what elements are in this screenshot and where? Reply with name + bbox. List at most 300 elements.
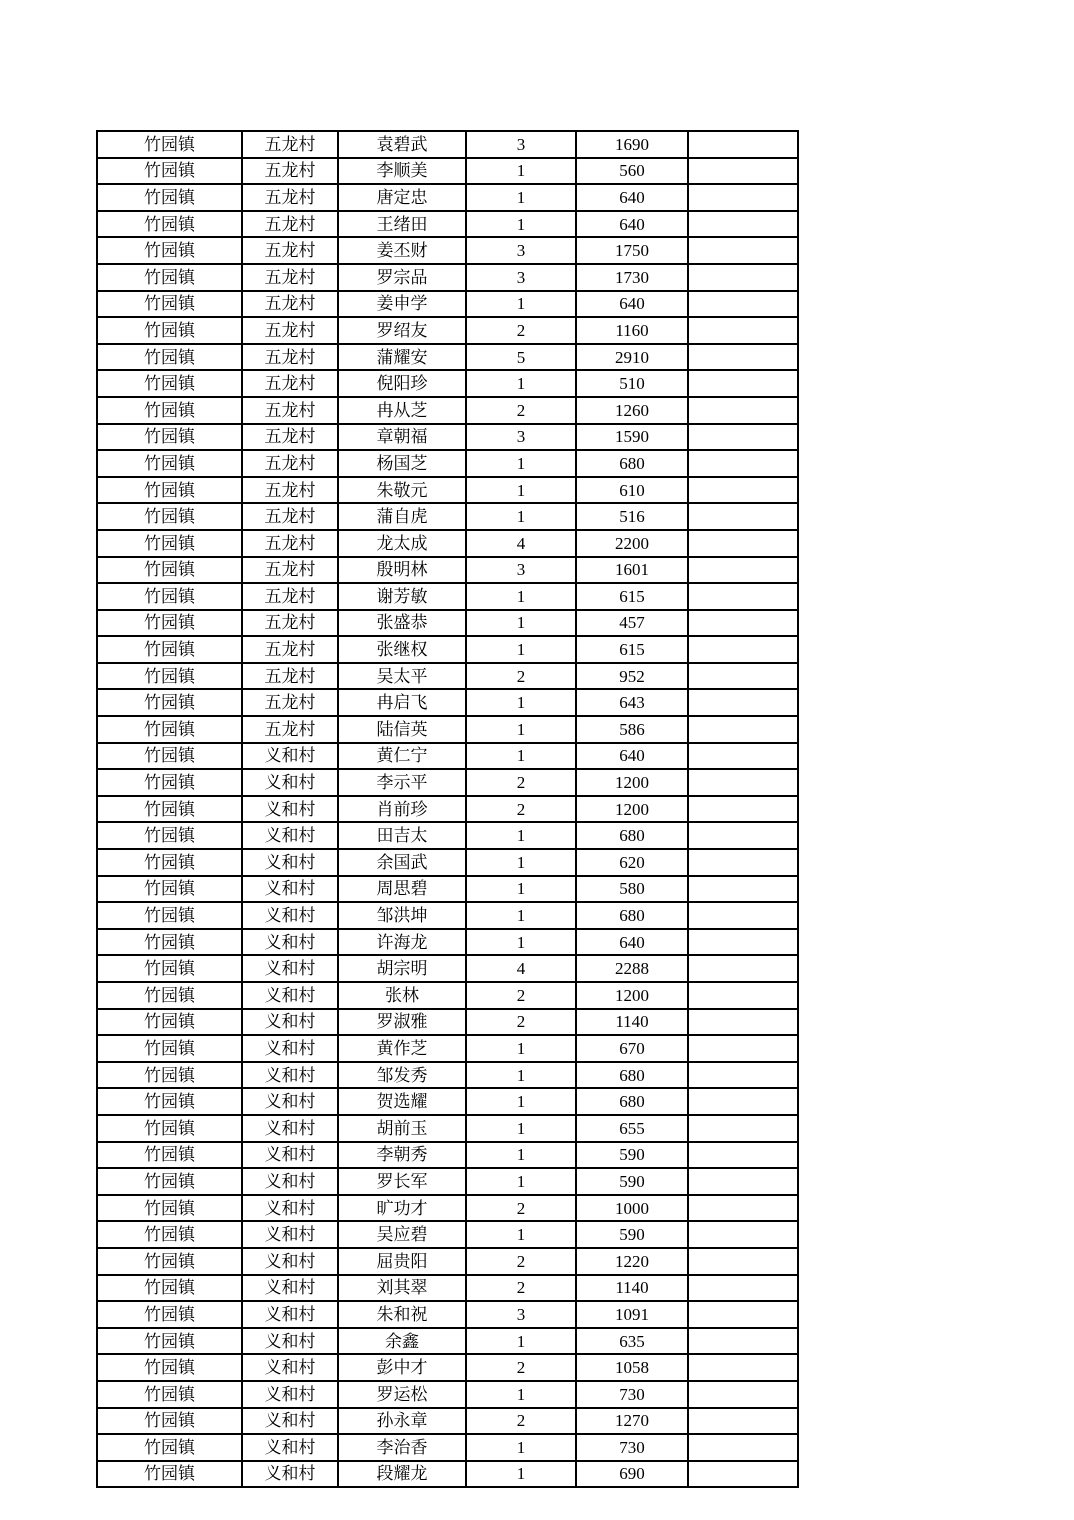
cell-count: 1 bbox=[466, 849, 576, 876]
cell-count: 1 bbox=[466, 716, 576, 743]
cell-town: 竹园镇 bbox=[97, 822, 242, 849]
cell-amount: 1200 bbox=[576, 796, 688, 823]
cell-village: 义和村 bbox=[242, 1248, 338, 1275]
cell-amount: 1690 bbox=[576, 131, 688, 158]
cell-village: 五龙村 bbox=[242, 264, 338, 291]
cell-person-name: 胡前玉 bbox=[338, 1115, 466, 1142]
cell-town: 竹园镇 bbox=[97, 317, 242, 344]
cell-count: 1 bbox=[466, 503, 576, 530]
cell-person-name: 彭中才 bbox=[338, 1354, 466, 1381]
cell-count: 1 bbox=[466, 477, 576, 504]
cell-amount: 655 bbox=[576, 1115, 688, 1142]
table-row bbox=[97, 955, 798, 982]
cell-village: 义和村 bbox=[242, 822, 338, 849]
cell-blank bbox=[688, 1354, 798, 1381]
cell-amount: 730 bbox=[576, 1434, 688, 1461]
cell-village: 五龙村 bbox=[242, 450, 338, 477]
cell-village: 五龙村 bbox=[242, 184, 338, 211]
cell-blank bbox=[688, 477, 798, 504]
cell-amount: 590 bbox=[576, 1168, 688, 1195]
cell-person-name: 杨国芝 bbox=[338, 450, 466, 477]
table-row bbox=[97, 1301, 798, 1328]
table-row bbox=[97, 1088, 798, 1115]
cell-town: 竹园镇 bbox=[97, 1275, 242, 1302]
cell-amount: 586 bbox=[576, 716, 688, 743]
cell-person-name: 王绪田 bbox=[338, 211, 466, 238]
cell-count: 1 bbox=[466, 689, 576, 716]
cell-village: 义和村 bbox=[242, 1168, 338, 1195]
cell-count: 1 bbox=[466, 158, 576, 185]
cell-blank bbox=[688, 1115, 798, 1142]
cell-village: 五龙村 bbox=[242, 477, 338, 504]
table-row bbox=[97, 1354, 798, 1381]
table-row bbox=[97, 1381, 798, 1408]
cell-village: 义和村 bbox=[242, 982, 338, 1009]
cell-blank bbox=[688, 929, 798, 956]
table-row bbox=[97, 1009, 798, 1036]
cell-count: 2 bbox=[466, 397, 576, 424]
cell-town: 竹园镇 bbox=[97, 397, 242, 424]
cell-village: 五龙村 bbox=[242, 397, 338, 424]
table-row bbox=[97, 769, 798, 796]
cell-town: 竹园镇 bbox=[97, 450, 242, 477]
cell-blank bbox=[688, 1381, 798, 1408]
cell-amount: 560 bbox=[576, 158, 688, 185]
cell-blank bbox=[688, 424, 798, 451]
cell-count: 2 bbox=[466, 663, 576, 690]
cell-count: 1 bbox=[466, 1142, 576, 1169]
cell-blank bbox=[688, 1461, 798, 1488]
cell-town: 竹园镇 bbox=[97, 663, 242, 690]
cell-town: 竹园镇 bbox=[97, 557, 242, 584]
cell-amount: 680 bbox=[576, 822, 688, 849]
cell-blank bbox=[688, 344, 798, 371]
cell-amount: 640 bbox=[576, 211, 688, 238]
cell-blank bbox=[688, 317, 798, 344]
cell-count: 1 bbox=[466, 583, 576, 610]
cell-count: 3 bbox=[466, 424, 576, 451]
cell-count: 1 bbox=[466, 636, 576, 663]
cell-village: 五龙村 bbox=[242, 158, 338, 185]
cell-village: 义和村 bbox=[242, 769, 338, 796]
cell-amount: 1220 bbox=[576, 1248, 688, 1275]
cell-blank bbox=[688, 1168, 798, 1195]
cell-village: 义和村 bbox=[242, 1275, 338, 1302]
cell-person-name: 冉从芝 bbox=[338, 397, 466, 424]
cell-person-name: 吴太平 bbox=[338, 663, 466, 690]
table-row bbox=[97, 344, 798, 371]
cell-village: 义和村 bbox=[242, 876, 338, 903]
cell-person-name: 孙永章 bbox=[338, 1408, 466, 1435]
cell-person-name: 蒲自虎 bbox=[338, 503, 466, 530]
cell-town: 竹园镇 bbox=[97, 583, 242, 610]
cell-person-name: 姜丕财 bbox=[338, 237, 466, 264]
cell-blank bbox=[688, 583, 798, 610]
cell-blank bbox=[688, 1062, 798, 1089]
cell-count: 2 bbox=[466, 1275, 576, 1302]
cell-town: 竹园镇 bbox=[97, 1408, 242, 1435]
cell-amount: 590 bbox=[576, 1221, 688, 1248]
cell-blank bbox=[688, 184, 798, 211]
cell-blank bbox=[688, 769, 798, 796]
cell-amount: 610 bbox=[576, 477, 688, 504]
cell-blank bbox=[688, 902, 798, 929]
cell-amount: 1601 bbox=[576, 557, 688, 584]
cell-amount: 615 bbox=[576, 583, 688, 610]
cell-amount: 1000 bbox=[576, 1195, 688, 1222]
cell-count: 3 bbox=[466, 264, 576, 291]
cell-count: 2 bbox=[466, 1354, 576, 1381]
cell-person-name: 邹洪坤 bbox=[338, 902, 466, 929]
cell-village: 五龙村 bbox=[242, 557, 338, 584]
cell-amount: 730 bbox=[576, 1381, 688, 1408]
cell-town: 竹园镇 bbox=[97, 743, 242, 770]
cell-amount: 1200 bbox=[576, 982, 688, 1009]
cell-village: 五龙村 bbox=[242, 503, 338, 530]
cell-count: 1 bbox=[466, 610, 576, 637]
cell-person-name: 邹发秀 bbox=[338, 1062, 466, 1089]
cell-count: 2 bbox=[466, 796, 576, 823]
cell-count: 1 bbox=[466, 184, 576, 211]
cell-village: 义和村 bbox=[242, 1461, 338, 1488]
cell-count: 1 bbox=[466, 902, 576, 929]
cell-count: 5 bbox=[466, 344, 576, 371]
cell-amount: 670 bbox=[576, 1035, 688, 1062]
cell-town: 竹园镇 bbox=[97, 929, 242, 956]
cell-count: 1 bbox=[466, 211, 576, 238]
cell-town: 竹园镇 bbox=[97, 1328, 242, 1355]
cell-village: 义和村 bbox=[242, 902, 338, 929]
cell-person-name: 李朝秀 bbox=[338, 1142, 466, 1169]
cell-person-name: 吴应碧 bbox=[338, 1221, 466, 1248]
cell-person-name: 袁碧武 bbox=[338, 131, 466, 158]
cell-amount: 2910 bbox=[576, 344, 688, 371]
cell-blank bbox=[688, 1088, 798, 1115]
cell-amount: 1140 bbox=[576, 1275, 688, 1302]
cell-town: 竹园镇 bbox=[97, 1301, 242, 1328]
cell-village: 义和村 bbox=[242, 796, 338, 823]
cell-count: 3 bbox=[466, 131, 576, 158]
cell-village: 五龙村 bbox=[242, 663, 338, 690]
cell-count: 2 bbox=[466, 1408, 576, 1435]
cell-amount: 680 bbox=[576, 902, 688, 929]
cell-amount: 680 bbox=[576, 1062, 688, 1089]
cell-count: 2 bbox=[466, 1248, 576, 1275]
table-row bbox=[97, 184, 798, 211]
table-row bbox=[97, 291, 798, 318]
cell-amount: 680 bbox=[576, 1088, 688, 1115]
cell-amount: 640 bbox=[576, 291, 688, 318]
table-row bbox=[97, 610, 798, 637]
cell-count: 3 bbox=[466, 557, 576, 584]
cell-village: 五龙村 bbox=[242, 211, 338, 238]
cell-blank bbox=[688, 1195, 798, 1222]
cell-person-name: 肖前珍 bbox=[338, 796, 466, 823]
cell-person-name: 罗绍友 bbox=[338, 317, 466, 344]
cell-town: 竹园镇 bbox=[97, 902, 242, 929]
cell-count: 1 bbox=[466, 1168, 576, 1195]
table-row bbox=[97, 583, 798, 610]
cell-person-name: 朱敬元 bbox=[338, 477, 466, 504]
table-row bbox=[97, 849, 798, 876]
cell-person-name: 倪阳珍 bbox=[338, 370, 466, 397]
cell-blank bbox=[688, 636, 798, 663]
cell-town: 竹园镇 bbox=[97, 1168, 242, 1195]
table-row bbox=[97, 317, 798, 344]
cell-village: 五龙村 bbox=[242, 610, 338, 637]
cell-amount: 590 bbox=[576, 1142, 688, 1169]
cell-amount: 516 bbox=[576, 503, 688, 530]
cell-person-name: 张林 bbox=[338, 982, 466, 1009]
cell-person-name: 屈贵阳 bbox=[338, 1248, 466, 1275]
cell-village: 义和村 bbox=[242, 1035, 338, 1062]
cell-amount: 1058 bbox=[576, 1354, 688, 1381]
table-row bbox=[97, 1168, 798, 1195]
cell-amount: 640 bbox=[576, 743, 688, 770]
table-row bbox=[97, 902, 798, 929]
cell-town: 竹园镇 bbox=[97, 237, 242, 264]
cell-person-name: 段耀龙 bbox=[338, 1461, 466, 1488]
cell-count: 1 bbox=[466, 1434, 576, 1461]
cell-person-name: 刘其翠 bbox=[338, 1275, 466, 1302]
cell-village: 五龙村 bbox=[242, 131, 338, 158]
cell-town: 竹园镇 bbox=[97, 264, 242, 291]
cell-blank bbox=[688, 131, 798, 158]
cell-blank bbox=[688, 822, 798, 849]
cell-count: 2 bbox=[466, 1009, 576, 1036]
table-row bbox=[97, 131, 798, 158]
cell-amount: 1590 bbox=[576, 424, 688, 451]
table-row bbox=[97, 716, 798, 743]
table-row bbox=[97, 796, 798, 823]
cell-blank bbox=[688, 689, 798, 716]
table-row bbox=[97, 1248, 798, 1275]
cell-blank bbox=[688, 237, 798, 264]
cell-blank bbox=[688, 211, 798, 238]
cell-person-name: 罗宗品 bbox=[338, 264, 466, 291]
cell-town: 竹园镇 bbox=[97, 503, 242, 530]
cell-amount: 2200 bbox=[576, 530, 688, 557]
cell-town: 竹园镇 bbox=[97, 1434, 242, 1461]
cell-count: 1 bbox=[466, 1062, 576, 1089]
cell-town: 竹园镇 bbox=[97, 1195, 242, 1222]
table-row bbox=[97, 1221, 798, 1248]
cell-blank bbox=[688, 849, 798, 876]
cell-amount: 510 bbox=[576, 370, 688, 397]
cell-count: 1 bbox=[466, 1115, 576, 1142]
cell-village: 五龙村 bbox=[242, 530, 338, 557]
table-row bbox=[97, 1328, 798, 1355]
cell-town: 竹园镇 bbox=[97, 1461, 242, 1488]
cell-town: 竹园镇 bbox=[97, 1381, 242, 1408]
table-row bbox=[97, 1142, 798, 1169]
table-row bbox=[97, 1195, 798, 1222]
cell-village: 义和村 bbox=[242, 1434, 338, 1461]
cell-village: 五龙村 bbox=[242, 237, 338, 264]
cell-town: 竹园镇 bbox=[97, 158, 242, 185]
cell-amount: 580 bbox=[576, 876, 688, 903]
cell-village: 义和村 bbox=[242, 1195, 338, 1222]
cell-village: 五龙村 bbox=[242, 583, 338, 610]
cell-town: 竹园镇 bbox=[97, 1035, 242, 1062]
cell-person-name: 余鑫 bbox=[338, 1328, 466, 1355]
cell-town: 竹园镇 bbox=[97, 1062, 242, 1089]
cell-town: 竹园镇 bbox=[97, 424, 242, 451]
table-row bbox=[97, 1115, 798, 1142]
table-row bbox=[97, 929, 798, 956]
cell-amount: 615 bbox=[576, 636, 688, 663]
cell-person-name: 章朝福 bbox=[338, 424, 466, 451]
cell-person-name: 罗长军 bbox=[338, 1168, 466, 1195]
cell-village: 义和村 bbox=[242, 1221, 338, 1248]
cell-town: 竹园镇 bbox=[97, 796, 242, 823]
cell-amount: 457 bbox=[576, 610, 688, 637]
cell-blank bbox=[688, 1009, 798, 1036]
cell-town: 竹园镇 bbox=[97, 769, 242, 796]
cell-amount: 640 bbox=[576, 929, 688, 956]
cell-blank bbox=[688, 264, 798, 291]
cell-town: 竹园镇 bbox=[97, 716, 242, 743]
cell-person-name: 蒲耀安 bbox=[338, 344, 466, 371]
cell-blank bbox=[688, 530, 798, 557]
cell-town: 竹园镇 bbox=[97, 1354, 242, 1381]
table-row bbox=[97, 1434, 798, 1461]
cell-person-name: 殷明林 bbox=[338, 557, 466, 584]
cell-count: 2 bbox=[466, 982, 576, 1009]
cell-person-name: 周思碧 bbox=[338, 876, 466, 903]
cell-person-name: 唐定忠 bbox=[338, 184, 466, 211]
table-row bbox=[97, 1461, 798, 1488]
cell-village: 五龙村 bbox=[242, 344, 338, 371]
cell-amount: 1200 bbox=[576, 769, 688, 796]
cell-person-name: 旷功才 bbox=[338, 1195, 466, 1222]
table-row bbox=[97, 876, 798, 903]
cell-town: 竹园镇 bbox=[97, 876, 242, 903]
cell-count: 1 bbox=[466, 1035, 576, 1062]
cell-person-name: 李顺美 bbox=[338, 158, 466, 185]
cell-person-name: 姜申学 bbox=[338, 291, 466, 318]
cell-person-name: 罗淑雅 bbox=[338, 1009, 466, 1036]
cell-town: 竹园镇 bbox=[97, 477, 242, 504]
table-row bbox=[97, 370, 798, 397]
table-row bbox=[97, 211, 798, 238]
cell-count: 2 bbox=[466, 1195, 576, 1222]
cell-count: 1 bbox=[466, 1088, 576, 1115]
cell-town: 竹园镇 bbox=[97, 184, 242, 211]
table-row bbox=[97, 424, 798, 451]
cell-village: 五龙村 bbox=[242, 370, 338, 397]
cell-person-name: 黄作芝 bbox=[338, 1035, 466, 1062]
cell-village: 五龙村 bbox=[242, 689, 338, 716]
cell-blank bbox=[688, 716, 798, 743]
data-table bbox=[96, 130, 799, 1488]
cell-town: 竹园镇 bbox=[97, 1088, 242, 1115]
table-row bbox=[97, 530, 798, 557]
table-row bbox=[97, 636, 798, 663]
cell-amount: 680 bbox=[576, 450, 688, 477]
table-row bbox=[97, 237, 798, 264]
cell-town: 竹园镇 bbox=[97, 1248, 242, 1275]
table-row bbox=[97, 743, 798, 770]
cell-count: 1 bbox=[466, 291, 576, 318]
cell-blank bbox=[688, 397, 798, 424]
cell-town: 竹园镇 bbox=[97, 344, 242, 371]
cell-town: 竹园镇 bbox=[97, 982, 242, 1009]
cell-person-name: 龙太成 bbox=[338, 530, 466, 557]
cell-village: 义和村 bbox=[242, 955, 338, 982]
cell-amount: 1260 bbox=[576, 397, 688, 424]
cell-count: 1 bbox=[466, 929, 576, 956]
cell-blank bbox=[688, 158, 798, 185]
cell-count: 1 bbox=[466, 743, 576, 770]
cell-blank bbox=[688, 557, 798, 584]
table-row bbox=[97, 822, 798, 849]
cell-count: 1 bbox=[466, 370, 576, 397]
cell-amount: 1750 bbox=[576, 237, 688, 264]
cell-amount: 690 bbox=[576, 1461, 688, 1488]
cell-amount: 620 bbox=[576, 849, 688, 876]
cell-town: 竹园镇 bbox=[97, 291, 242, 318]
cell-count: 1 bbox=[466, 450, 576, 477]
table-row bbox=[97, 557, 798, 584]
cell-count: 1 bbox=[466, 822, 576, 849]
cell-person-name: 罗运松 bbox=[338, 1381, 466, 1408]
table-row bbox=[97, 689, 798, 716]
cell-village: 五龙村 bbox=[242, 424, 338, 451]
table-row bbox=[97, 264, 798, 291]
cell-blank bbox=[688, 743, 798, 770]
cell-blank bbox=[688, 982, 798, 1009]
cell-person-name: 贺选耀 bbox=[338, 1088, 466, 1115]
cell-amount: 640 bbox=[576, 184, 688, 211]
cell-village: 义和村 bbox=[242, 1088, 338, 1115]
table-row bbox=[97, 663, 798, 690]
cell-town: 竹园镇 bbox=[97, 131, 242, 158]
cell-amount: 1091 bbox=[576, 1301, 688, 1328]
cell-amount: 1270 bbox=[576, 1408, 688, 1435]
table-row bbox=[97, 503, 798, 530]
cell-blank bbox=[688, 1142, 798, 1169]
cell-village: 义和村 bbox=[242, 1115, 338, 1142]
cell-count: 1 bbox=[466, 876, 576, 903]
cell-blank bbox=[688, 1221, 798, 1248]
cell-blank bbox=[688, 503, 798, 530]
cell-village: 义和村 bbox=[242, 849, 338, 876]
table-row bbox=[97, 397, 798, 424]
cell-town: 竹园镇 bbox=[97, 636, 242, 663]
cell-blank bbox=[688, 610, 798, 637]
cell-village: 义和村 bbox=[242, 1142, 338, 1169]
cell-village: 五龙村 bbox=[242, 317, 338, 344]
cell-amount: 635 bbox=[576, 1328, 688, 1355]
cell-count: 3 bbox=[466, 1301, 576, 1328]
cell-count: 1 bbox=[466, 1328, 576, 1355]
table-body bbox=[97, 131, 798, 1487]
cell-count: 1 bbox=[466, 1381, 576, 1408]
cell-amount: 2288 bbox=[576, 955, 688, 982]
cell-person-name: 陆信英 bbox=[338, 716, 466, 743]
cell-count: 4 bbox=[466, 530, 576, 557]
cell-blank bbox=[688, 450, 798, 477]
cell-blank bbox=[688, 1328, 798, 1355]
table-row bbox=[97, 477, 798, 504]
cell-village: 义和村 bbox=[242, 1328, 338, 1355]
cell-person-name: 张盛恭 bbox=[338, 610, 466, 637]
table-row bbox=[97, 1035, 798, 1062]
cell-village: 义和村 bbox=[242, 1062, 338, 1089]
cell-village: 义和村 bbox=[242, 1354, 338, 1381]
cell-village: 义和村 bbox=[242, 1381, 338, 1408]
